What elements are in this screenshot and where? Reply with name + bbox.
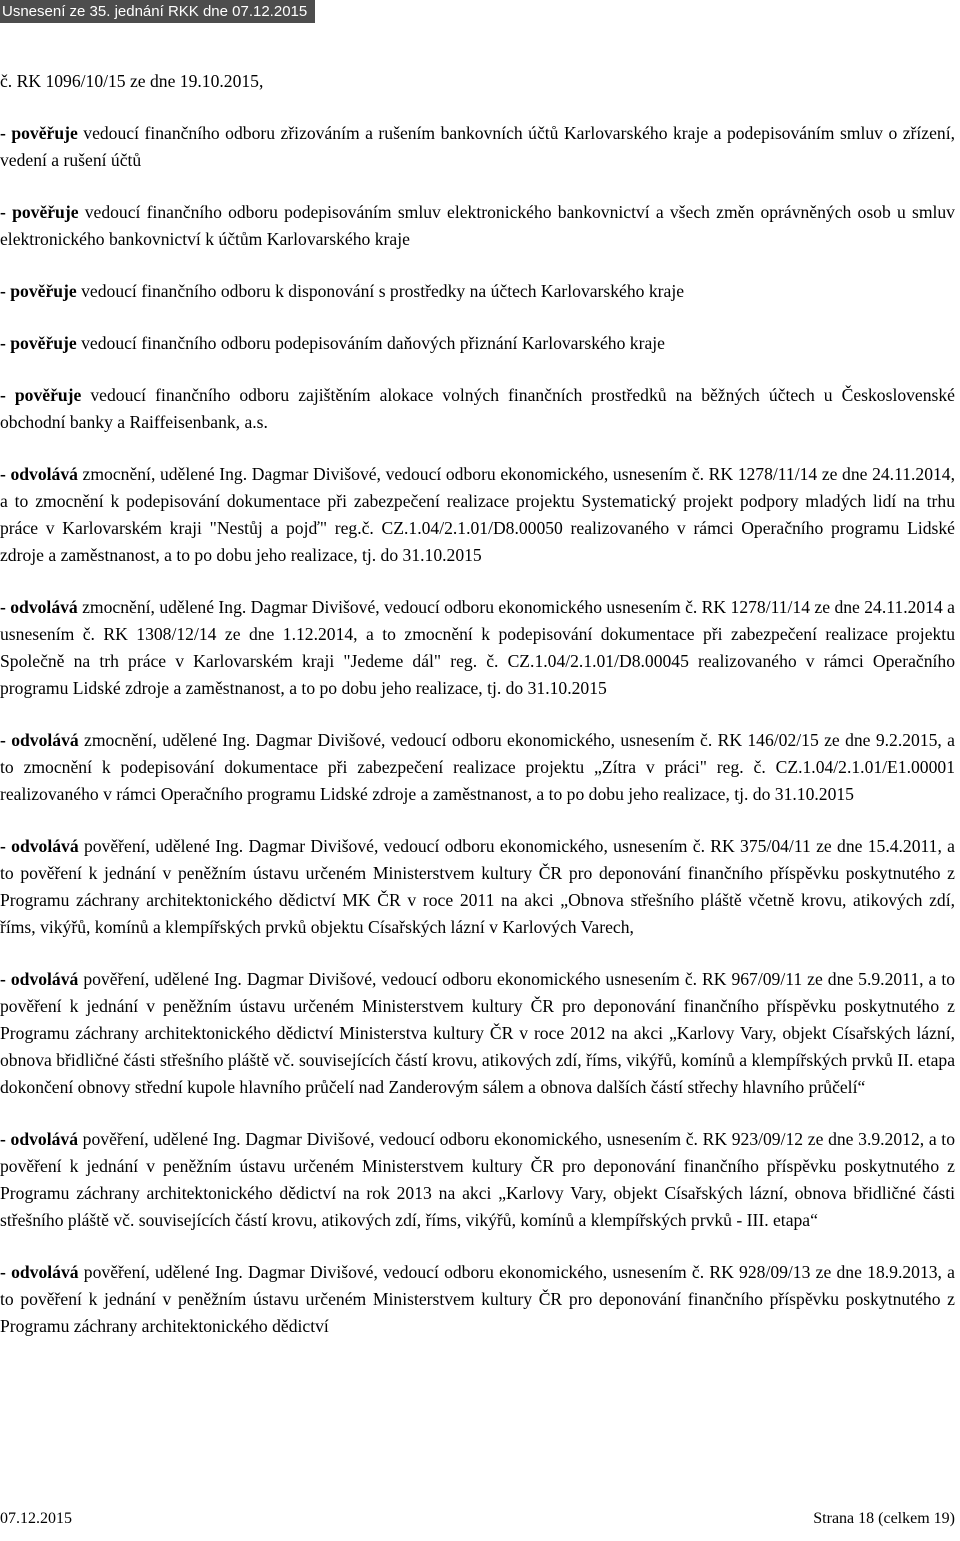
resolution-text: zmocnění, udělené Ing. Dagmar Divišové, vedoucí odboru ekonomického usnesením č. RK 1278/11/14 ze dne 24.11.2014 a usnesením č. RK 1308/12/14 ze dne 1.12.2014, a to zmocnění k podepisování dokumentace při zabezpečení realizace projektu Společně na trh práce v Karlovarském kraji "Jedeme dál" reg. č. CZ.1.04/2.1.01/D8.00045 realizovaného v rámci Operačního programu Lidské zdroje a zaměstnanost, a to po dobu jeho realizace, tj. do 31.10.2015	[0, 597, 955, 698]
resolution-paragraph	[0, 330, 955, 357]
resolution-paragraph	[0, 461, 955, 569]
header-title: Usnesení ze 35. jednání RKK dne 07.12.2015	[2, 3, 308, 20]
resolution-paragraph	[0, 966, 955, 1101]
resolution-paragraph	[0, 199, 955, 253]
document-header	[0, 0, 315, 23]
resolution-paragraph	[0, 1259, 955, 1340]
resolution-text: pověření, udělené Ing. Dagmar Divišové, vedoucí odboru ekonomického, usnesením č. RK 923/09/12 ze dne 3.9.2012, a to pověření k jednání v peněžním ústavu určeném Ministerstvem kultury ČR pro deponování finančního příspěvku poskytnutého z Programu záchrany architektonického dědictví na rok 2013 na akci „Karlovy Vary, objekt Císařských lázní, obnova břidličné části střešního pláště vč. souvisejících částí krovu, atikových zdí, říms, vikýřů, komínů a klempířských prvků - III. etapa“	[0, 1129, 955, 1230]
resolution-keyword: - odvolává	[0, 1129, 78, 1149]
continuation-line: č. RK 1096/10/15 ze dne 19.10.2015,	[0, 71, 264, 91]
resolution-keyword: - pověřuje	[0, 281, 77, 301]
resolution-text: pověření, udělené Ing. Dagmar Divišové, vedoucí odboru ekonomického, usnesením č. RK 928/09/13 ze dne 18.9.2013, a to pověření k jednání v peněžním ústavu určeném Ministerstvem kultury ČR pro deponování finančního příspěvku poskytnutého z Programu záchrany architektonického dědictví	[0, 1262, 955, 1336]
resolution-keyword: - pověřuje	[0, 385, 82, 405]
resolution-keyword: - pověřuje	[0, 123, 78, 143]
resolution-text: vedoucí finančního odboru podepisováním daňových přiznání Karlovarského kraje	[76, 333, 665, 353]
resolution-keyword: - odvolává	[0, 464, 78, 484]
resolution-text: vedoucí finančního odboru zřizováním a rušením bankovních účtů Karlovarského kraje a podepisováním smluv o zřízení, vedení a rušení účtů	[0, 123, 955, 170]
resolution-paragraph	[0, 382, 955, 436]
resolution-text: pověření, udělené Ing. Dagmar Divišové, vedoucí odboru ekonomického usnesením č. RK 967/09/11 ze dne 5.9.2011, a to pověření k jednání v peněžním ústavu určeném Ministerstvem kultury ČR pro deponování finančního příspěvku poskytnutého z Programu záchrany architektonického dědictví Ministerstva kultury ČR v roce 2012 na akci „Karlovy Vary, objekt Císařských lázní, obnova břidličné části střešního pláště vč. souvisejících částí krovu, atikových zdí, říms, vikýřů, komínů a klempířských prvků II. etapa dokončení obnovy střední kupole hlavního průčelí nad Zanderovým sálem a obnova dalších částí střechy hlavního průčelí“	[0, 969, 956, 1097]
resolution-paragraph	[0, 594, 955, 702]
resolution-list	[0, 120, 955, 1340]
resolution-text: vedoucí finančního odboru zajištěním alokace volných finančních prostředků na běžných účtech u Československé obchodní banky a Raiffeisenbank, a.s.	[0, 385, 955, 432]
resolution-paragraph	[0, 278, 955, 305]
resolution-keyword: - odvolává	[0, 836, 79, 856]
resolution-keyword: - odvolává	[0, 730, 79, 750]
document-body	[0, 68, 955, 1365]
resolution-keyword: - odvolává	[0, 969, 79, 989]
resolution-keyword: - pověřuje	[0, 202, 79, 222]
resolution-paragraph	[0, 120, 955, 174]
resolution-paragraph	[0, 1126, 955, 1234]
resolution-text: zmocnění, udělené Ing. Dagmar Divišové, vedoucí odboru ekonomického, usnesením č. RK 1278/11/14 ze dne 24.11.2014, a to zmocnění k podepisování dokumentace při zabezpečení realizace projektu Systematický projekt podpory mladých lidí na trhu práce v Karlovarském kraji "Nestůj a pojď" reg.č. CZ.1.04/2.1.01/D8.00050 realizovaného v rámci Operačního programu Lidské zdroje a zaměstnanost, a to po dobu jeho realizace, tj. do 31.10.2015	[0, 464, 955, 565]
resolution-paragraph	[0, 727, 955, 808]
footer-page-number: Strana 18 (celkem 19)	[813, 1510, 955, 1527]
resolution-keyword: - odvolává	[0, 1262, 79, 1282]
resolution-paragraph	[0, 833, 955, 941]
resolution-text: vedoucí finančního odboru k disponování s prostředky na účtech Karlovarského kraje	[76, 281, 685, 301]
resolution-text: zmocnění, udělené Ing. Dagmar Divišové, vedoucí odboru ekonomického, usnesením č. RK 146/02/15 ze dne 9.2.2015, a to zmocnění k podepisování dokumentace při zabezpečení realizace projektu „Zítra v práci" reg. č. CZ.1.04/2.1.01/E1.00001 realizovaného v rámci Operačního programu Lidské zdroje a zaměstnanost, a to po dobu jeho realizace, tj. do 31.10.2015	[0, 730, 955, 804]
footer-date: 07.12.2015	[0, 1510, 72, 1527]
page-footer	[0, 1508, 955, 1530]
resolution-keyword: - odvolává	[0, 597, 78, 617]
resolution-keyword: - pověřuje	[0, 333, 77, 353]
resolution-text: vedoucí finančního odboru podepisováním smluv elektronického bankovnictví a všech změn oprávněných osob u smluv elektronického bankovnictví k účtům Karlovarského kraje	[0, 202, 955, 249]
resolution-text: pověření, udělené Ing. Dagmar Divišové, vedoucí odboru ekonomického, usnesením č. RK 375/04/11 ze dne 15.4.2011, a to pověření k jednání v peněžním ústavu určeném Ministerstvem kultury ČR pro deponování finančního příspěvku poskytnutého z Programu záchrany architektonického dědictví MK ČR v roce 2011 na akci „Obnova střešního pláště včetně krovu, atikových zdí, říms, vikýřů, komínů a klempířských prvků objektu Císařských lázní v Karlových Varech,	[0, 836, 955, 937]
